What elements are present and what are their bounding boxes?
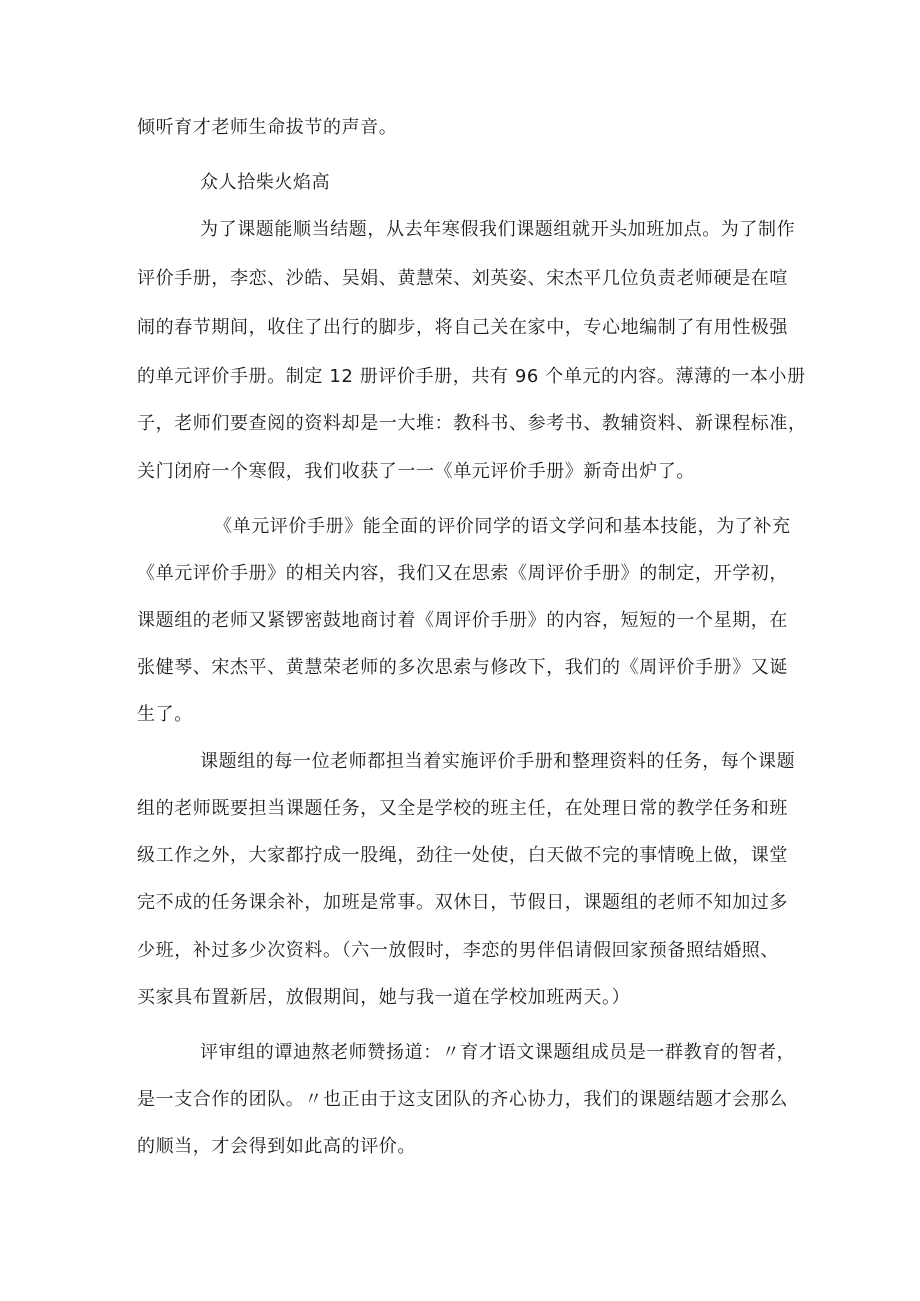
paragraph-line: 关门闭府一个寒假，我们收获了一一《单元评价手册》新奇出炉了。 xyxy=(137,461,695,482)
paragraph-line: 少班，补过多少次资料。（六一放假时，李恋的男伴侣请假回家预备照结婚照、 xyxy=(137,940,779,961)
paragraph-line: 评审组的谭迪熬老师赞扬道：〃育才语文课题组成员是一群教育的智者， xyxy=(200,1042,796,1063)
paragraph-line: 张健琴、宋杰平、黄慧荣老师的多次思索与修改下，我们的《周评价手册》又诞 xyxy=(137,657,788,678)
paragraph-line: 《单元评价手册》的相关内容，我们又在思索《周评价手册》的制定，开学初， xyxy=(137,563,788,584)
paragraph-line: 为了课题能顺当结题，从去年寒假我们课题组就开头加班加点。为了制作 xyxy=(200,219,796,240)
paragraph-line: 《单元评价手册》能全面的评价同学的语文学问和基本技能，为了补充 xyxy=(214,516,791,537)
paragraph-line: 的顺当，才会得到如此高的评价。 xyxy=(137,1136,416,1157)
paragraph-line: 课题组的每一位老师都担当着实施评价手册和整理资料的任务，每个课题 xyxy=(200,751,796,772)
paragraph-line: 课题组的老师又紧锣密鼓地商讨着《周评价手册》的内容，短短的一个星期，在 xyxy=(137,610,788,631)
paragraph-line: 闹的春节期间，收住了出行的脚步，将自己关在家中，专心地编制了有用性极强 xyxy=(137,317,788,338)
paragraph-line: 倾听育才老师生命拔节的声音。 xyxy=(137,117,398,138)
paragraph-line: 完不成的任务课余补，加班是常事。双休日，节假日，课题组的老师不知加过多 xyxy=(137,892,788,913)
paragraph-line: 是一支合作的团队。〃也正由于这支团队的齐心协力，我们的课题结题才会那么 xyxy=(137,1089,788,1110)
paragraph-line: 的单元评价手册。制定 12 册评价手册，共有 96 个单元的内容。薄薄的一本小册 xyxy=(137,366,806,387)
paragraph-line: 生了。 xyxy=(137,704,193,725)
paragraph-line: 子，老师们要查阅的资料却是一大堆：教科书、参考书、教辅资料、新课程标准， xyxy=(137,413,807,434)
paragraph-line: 组的老师既要担当课题任务，又全是学校的班主任，在处理日常的教学任务和班 xyxy=(137,798,788,819)
section-heading: 众人拾柴火焰高 xyxy=(200,172,331,193)
paragraph-line: 买家具布置新居，放假期间，她与我一道在学校加班两天。） xyxy=(137,987,631,1008)
paragraph-line: 级工作之外，大家都拧成一股绳，劲往一处使，白天做不完的事情晚上做，课堂 xyxy=(137,845,788,866)
paragraph-line: 评价手册，李恋、沙皓、吴娟、黄慧荣、刘英姿、宋杰平几位负责老师硬是在喧 xyxy=(137,268,788,289)
